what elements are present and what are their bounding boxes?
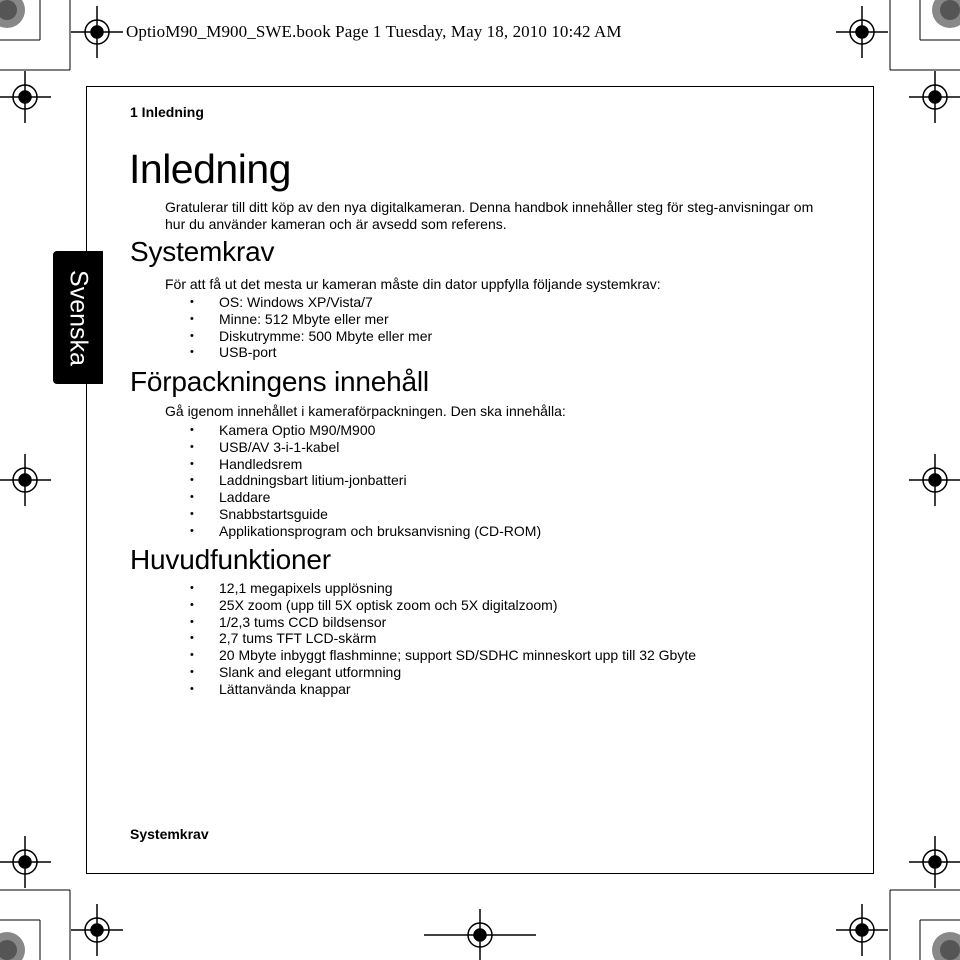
- systemkrav-list: [165, 294, 432, 361]
- list-item: • 12,1 megapixels upplösning: [165, 580, 696, 597]
- registration-mark: [424, 909, 536, 960]
- list-item: • OS: Windows XP/Vista/7: [165, 294, 432, 311]
- registration-mark: [836, 6, 888, 58]
- list-item: • 1/2,3 tums CCD bildsensor: [165, 614, 696, 631]
- star-target-icon: [0, 932, 25, 960]
- list-item: • Minne: 512 Mbyte eller mer: [165, 311, 432, 328]
- huvudfunktioner-list: [165, 580, 696, 698]
- list-item: • Laddningsbart litium-jonbatteri: [165, 472, 541, 489]
- slug-line: OptioM90_M900_SWE.book Page 1 Tuesday, May 18, 2010 10:42 AM: [126, 22, 622, 41]
- registration-mark: [836, 904, 888, 956]
- list-item: • Laddare: [165, 489, 541, 506]
- section-heading-huvudfunktioner: Huvudfunktioner: [130, 544, 331, 575]
- star-target-icon: [932, 932, 960, 960]
- page-title: Inledning: [129, 146, 291, 192]
- list-item: • Slank and elegant utformning: [165, 664, 696, 681]
- forpackning-list: [165, 422, 541, 540]
- list-item: • USB/AV 3-i-1-kabel: [165, 439, 541, 456]
- running-head: 1 Inledning: [130, 104, 204, 120]
- star-target-icon: [0, 0, 25, 28]
- registration-mark: [0, 454, 51, 506]
- systemkrav-lead: För att få ut det mesta ur kameran måste din dator uppfylla följande systemkrav:: [165, 276, 661, 292]
- language-tab: [53, 251, 103, 384]
- list-item: • Lättanvända knappar: [165, 681, 696, 698]
- registration-mark: [909, 454, 960, 506]
- section-heading-forpackning: Förpackningens innehåll: [130, 366, 429, 397]
- registration-mark: [909, 836, 960, 888]
- list-item: • 2,7 tums TFT LCD-skärm: [165, 630, 696, 647]
- list-item: • USB-port: [165, 344, 432, 361]
- page-footer: Systemkrav: [130, 826, 209, 842]
- registration-mark: [0, 71, 51, 123]
- star-target-icon: [932, 0, 960, 28]
- list-item: • Kamera Optio M90/M900: [165, 422, 541, 439]
- section-heading-systemkrav: Systemkrav: [130, 236, 275, 267]
- list-item: • 20 Mbyte inbyggt flashminne; support SD/SDHC minneskort upp till 32 Gbyte: [165, 647, 696, 664]
- registration-mark: [909, 71, 960, 123]
- list-item: • Handledsrem: [165, 456, 541, 473]
- language-tab-label: Svenska: [64, 269, 93, 366]
- registration-mark: [0, 836, 51, 888]
- registration-mark: [71, 6, 123, 58]
- list-item: • Snabbstartsguide: [165, 506, 541, 523]
- list-item: • Diskutrymme: 500 Mbyte eller mer: [165, 328, 432, 345]
- intro-paragraph: Gratulerar till ditt köp av den nya digitalkameran. Denna handbok innehåller steg för steg-anvisningar om hur du använder kameran och är avsedd som referens.: [165, 199, 814, 232]
- forpackning-lead: Gå igenom innehållet i kameraförpackningen. Den ska innehålla:: [165, 403, 566, 419]
- list-item: • 25X zoom (upp till 5X optisk zoom och 5X digitalzoom): [165, 597, 696, 614]
- list-item: • Applikationsprogram och bruksanvisning (CD-ROM): [165, 523, 541, 540]
- registration-mark: [71, 904, 123, 956]
